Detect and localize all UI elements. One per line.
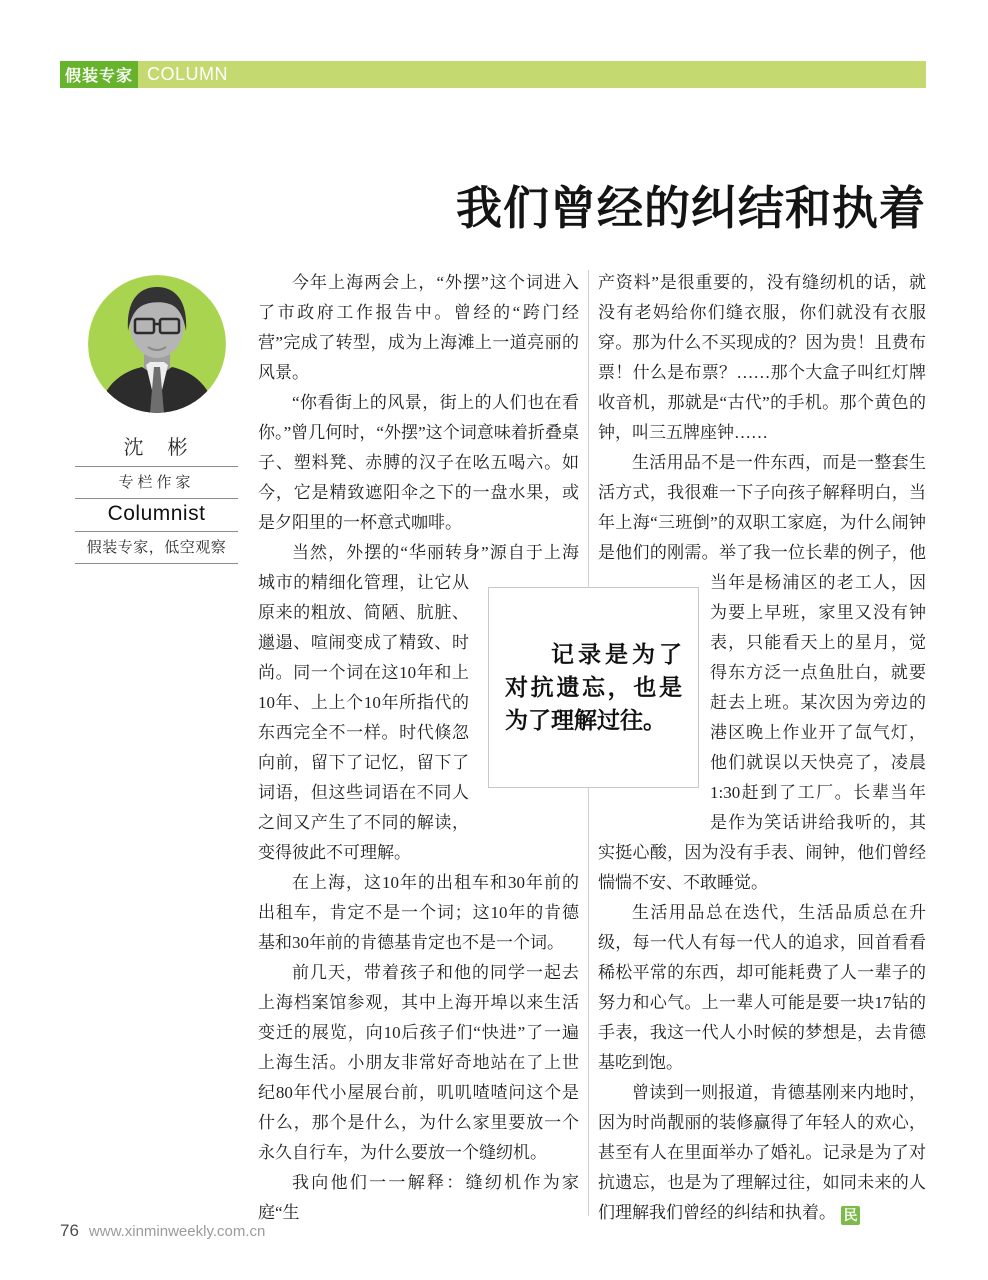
column-header-bar (60, 61, 926, 88)
page-number: 76 (60, 1221, 79, 1240)
paragraph: 产资料”是很重要的，没有缝纫机的话，就没有老妈给你们缝衣服，你们就没有衣服穿。那为什么不买现成的？因为贵！且费布票！什么是布票？……那个大盒子叫红灯牌收音机，那就是“古代”的手机。那个黄色的钟，叫三五牌座钟…… (598, 273, 926, 442)
article-end-mark: 民 (841, 1206, 860, 1225)
author-motto: 假装专家，低空观察 (75, 532, 238, 564)
paragraph: “你看街上的风景，街上的人们也在看你。”曾几何时，“外摆”这个词意味着折叠桌子、塑料凳、赤膊的汉子在吆五喝六。如今，它是精致遮阳伞之下的一盘水果，或是夕阳里的一杯意式咖啡。 (258, 393, 579, 532)
author-block (75, 275, 238, 564)
paragraph: 前几天，带着孩子和他的同学一起去上海档案馆参观，其中上海开埠以来生活变迁的展览，向10后孩子们“快进”了一遍上海生活。小朋友非常好奇地站在了上世纪80年代小屋展台前，叽叽喳喳问这个是什么，那个是什么，为什么家里要放一个永久自行车，为什么要放一个缝纫机。 (258, 963, 579, 1162)
author-photo (88, 275, 226, 413)
portrait-image (88, 275, 226, 413)
column-label: COLUMN (147, 64, 229, 84)
paragraph: 今年上海两会上，“外摆”这个词进入了市政府工作报告中。曾经的“跨门经营”完成了转型，成为上海滩上一道亮丽的风景。 (258, 273, 579, 382)
paragraph-text: 曾读到一则报道，肯德基刚来内地时，因为时尚靓丽的装修赢得了年轻人的欢心，甚至有人在里面举办了婚礼。记录是为了对抗遗忘，也是为了理解过往，如同未来的人们理解我们曾经的纠结和执着。 (598, 1083, 926, 1222)
pull-quote-box (488, 587, 699, 788)
author-role-cn: 专栏作家 (75, 467, 238, 499)
website-url: www.xinminweekly.com.cn (88, 1223, 266, 1240)
paragraph: 在上海，这10年的出租车和30年前的出租车，肯定不是一个词；这10年的肯德基和30年前的肯德基肯定也不是一个词。 (258, 873, 579, 952)
column-tag-label: 假装专家 (64, 68, 133, 85)
author-role-en: Columnist (75, 499, 238, 532)
author-name: 沈 彬 (75, 427, 238, 467)
paragraph: 我向他们一一解释：缝纫机作为家庭“生 (258, 1173, 579, 1222)
article-title: 我们曾经的纠结和执着 (456, 183, 926, 234)
paragraph: 生活用品总在迭代，生活品质总在升级，每一代人有每一代人的追求，回首看看稀松平常的东西，却可能耗费了人一辈子的努力和心气。上一辈人可能是要一块17钻的手表，我这一代人小时候的梦想是，去肯德基吃到饱。 (598, 903, 926, 1072)
paragraph-text: 当然，外摆的“华丽转身”源自于上海 (292, 543, 579, 562)
paragraph (598, 1078, 926, 1228)
column-tag (60, 61, 138, 88)
paragraph-text: 城市的精细化管理，让它从原来的粗放、简陋、肮脏、邋遢、喧闹变成了精致、时尚。同一个词在这10年和上10年、上上个10年所指代的东西完全不一样。时代倏忽向前，留下了记忆，留下了词语，但这些词语在不同人之间又产生了不同的解读，变得彼此不可理解。 (258, 573, 469, 862)
paragraph-text: 他当年是杨浦区的老工人，因为要上早班，家里又没有钟表，只能看天上的星月，觉得东方泛一点鱼肚白，就要赶去上班。某次因为旁边的港区晚上作业开了氙气灯，他们就误以天快亮了，凌晨1:30赶到了工厂。长辈当年是作为笑话讲给我听的，其实挺心酸，因为没有手表、闹钟，他们曾经惴惴不安、不敢睡觉。 (598, 543, 926, 892)
pull-quote-text: 记录是为了对抗遗忘，也是为了理解过往。 (505, 641, 682, 733)
page-footer (60, 1221, 265, 1241)
paragraph-text: 生活用品不是一件东西，而是一整套生活方式，我很难一下子向孩子解释明白，当年上海“三班倒”的双职工家庭，为什么闹钟是他们的刚需。举了我一位长辈的例子， (598, 453, 926, 562)
